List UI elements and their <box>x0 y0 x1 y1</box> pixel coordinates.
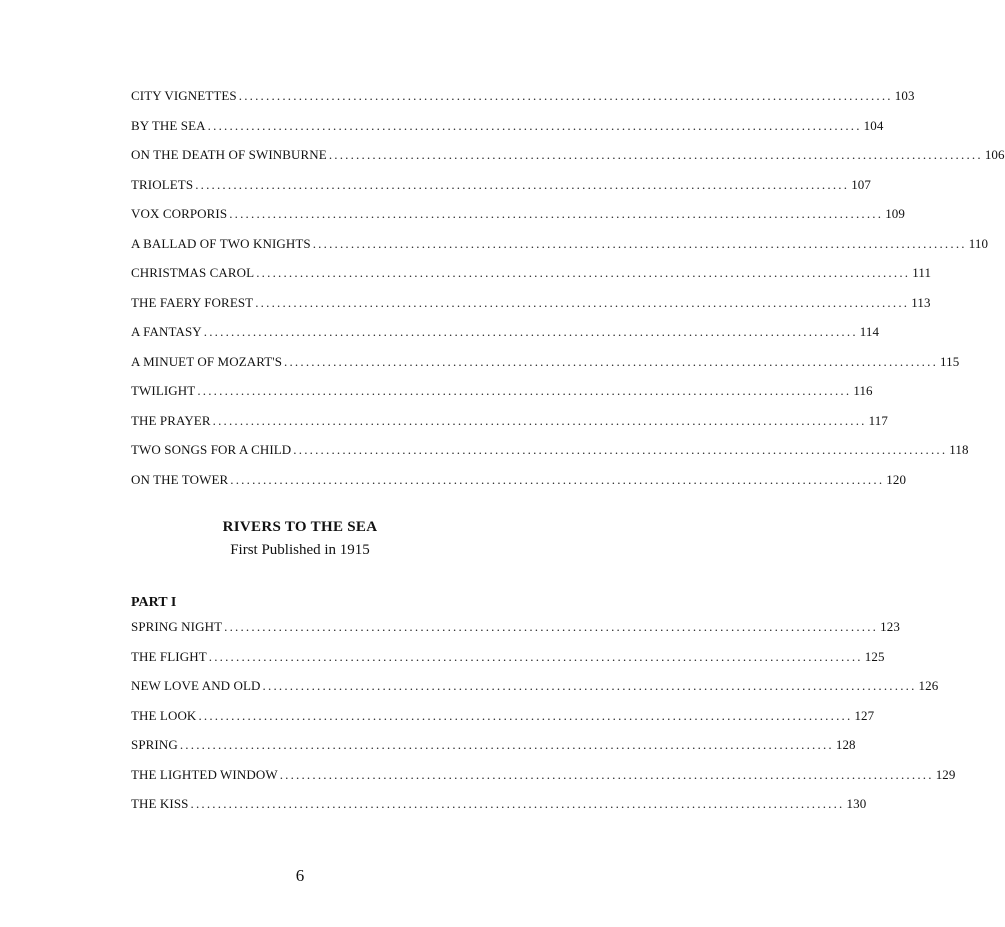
dot-leader: ........................................................................................................................ <box>230 471 885 487</box>
toc-entry-page: 117 <box>868 412 888 428</box>
toc-entry-title: ON THE TOWER <box>131 471 229 487</box>
toc-entry-title: BY THE SEA <box>131 117 206 133</box>
toc-entry-page: 130 <box>846 796 867 811</box>
toc-entry-page: 103 <box>894 88 915 103</box>
dot-leader: ........................................................................................................................ <box>229 206 884 221</box>
toc-entry <box>131 796 867 826</box>
dot-leader: ........................................................................................................................ <box>224 619 879 634</box>
dot-leader: ........................................................................................................................ <box>293 442 948 457</box>
toc-entry-page: 104 <box>863 117 884 133</box>
toc-entry-title: THE KISS <box>131 796 189 811</box>
dot-leader: ........................................................................................................................ <box>312 235 967 251</box>
toc-entry-page: 128 <box>835 737 856 752</box>
toc-entry-page: 129 <box>935 766 956 782</box>
toc-entry-page: 127 <box>854 707 875 723</box>
dot-leader: ........................................................................................................................ <box>255 294 910 310</box>
toc-entry-page: 115 <box>940 353 960 369</box>
toc-entry-page: 106 <box>984 147 1005 162</box>
toc-entry-title: TWO SONGS FOR A CHILD <box>131 442 292 457</box>
toc-entry-title: THE FAERY FOREST <box>131 294 254 310</box>
toc-entry <box>131 117 884 148</box>
toc-entry <box>131 412 888 443</box>
toc-entry-title: CITY VIGNETTES <box>131 88 237 103</box>
dot-leader: ........................................................................................................................ <box>256 265 911 280</box>
toc-entry <box>131 294 931 325</box>
dot-leader: ........................................................................................................................ <box>262 678 917 693</box>
toc-entry <box>131 442 969 472</box>
toc-entry <box>131 648 885 679</box>
dot-leader: ........................................................................................................................ <box>190 796 845 811</box>
toc-entry-title: ON THE DEATH OF SWINBURNE <box>131 147 327 162</box>
dot-leader: ........................................................................................................................ <box>203 324 858 339</box>
toc-entry-page: 109 <box>885 206 906 221</box>
toc-entry-title: TWILIGHT <box>131 383 196 398</box>
toc-entry-title: SPRING NIGHT <box>131 619 223 634</box>
section-heading <box>0 519 600 559</box>
toc-entry-page: 123 <box>880 619 900 634</box>
toc-entry-page: 111 <box>912 265 932 280</box>
toc-entry-title: THE PRAYER <box>131 412 211 428</box>
toc-entry <box>131 265 932 295</box>
toc-entry-title: A BALLAD OF TWO KNIGHTS <box>131 235 311 251</box>
dot-leader: ........................................................................................................................ <box>195 176 850 192</box>
toc-entry <box>131 678 939 708</box>
toc-entry-title: THE LIGHTED WINDOW <box>131 766 278 782</box>
toc-entry <box>131 619 900 649</box>
dot-leader: ........................................................................................................................ <box>238 88 893 103</box>
page-number: 6 <box>295 866 305 885</box>
toc-entry <box>131 176 871 207</box>
toc-entry-page: 113 <box>911 294 931 310</box>
toc-entry <box>131 353 960 384</box>
toc-entry <box>131 737 856 767</box>
toc-entry-title: A MINUET OF MOZART'S <box>131 353 283 369</box>
toc-entry-page: 114 <box>859 324 880 339</box>
toc-list-top <box>131 88 1005 501</box>
toc-entry-page: 107 <box>851 176 871 192</box>
toc-entry <box>131 147 1005 177</box>
toc-list-part1 <box>131 619 956 826</box>
dot-leader: ........................................................................................................................ <box>328 147 983 162</box>
toc-entry-title: THE FLIGHT <box>131 648 207 664</box>
toc-entry <box>131 707 875 738</box>
toc-entry-title: CHRISTMAS CAROL <box>131 265 255 280</box>
dot-leader: ........................................................................................................................ <box>212 412 867 428</box>
dot-leader: ........................................................................................................................ <box>207 117 862 133</box>
toc-entry-page: 116 <box>853 383 873 398</box>
dot-leader: ........................................................................................................................ <box>179 737 834 752</box>
section-title: RIVERS TO THE SEA <box>222 519 378 535</box>
dot-leader: ........................................................................................................................ <box>208 648 863 664</box>
toc-entry-title: TRIOLETS <box>131 176 194 192</box>
dot-leader: ........................................................................................................................ <box>197 383 852 398</box>
toc-entry <box>131 88 915 118</box>
toc-entry <box>131 206 906 236</box>
toc-entry-title: SPRING <box>131 737 178 752</box>
dot-leader: ........................................................................................................................ <box>279 766 934 782</box>
toc-entry-page: 125 <box>864 648 885 664</box>
toc-entry-page: 118 <box>949 442 969 457</box>
toc-entry <box>131 383 873 413</box>
toc-entry-page: 126 <box>918 678 939 693</box>
toc-entry-page: 120 <box>886 471 907 487</box>
toc-entry <box>131 324 880 354</box>
section-subtitle: First Published in 1915 <box>230 542 370 558</box>
toc-entry <box>131 766 956 797</box>
toc-entry-page: 110 <box>968 235 989 251</box>
toc-entry-title: VOX CORPORIS <box>131 206 228 221</box>
dot-leader: ........................................................................................................................ <box>284 353 939 369</box>
toc-entry-title: A FANTASY <box>131 324 202 339</box>
part-heading: PART I <box>131 595 177 610</box>
toc-entry <box>131 471 907 502</box>
toc-entry-title: NEW LOVE AND OLD <box>131 678 261 693</box>
dot-leader: ........................................................................................................................ <box>198 707 853 723</box>
toc-entry-title: THE LOOK <box>131 707 197 723</box>
toc-entry <box>131 235 989 266</box>
